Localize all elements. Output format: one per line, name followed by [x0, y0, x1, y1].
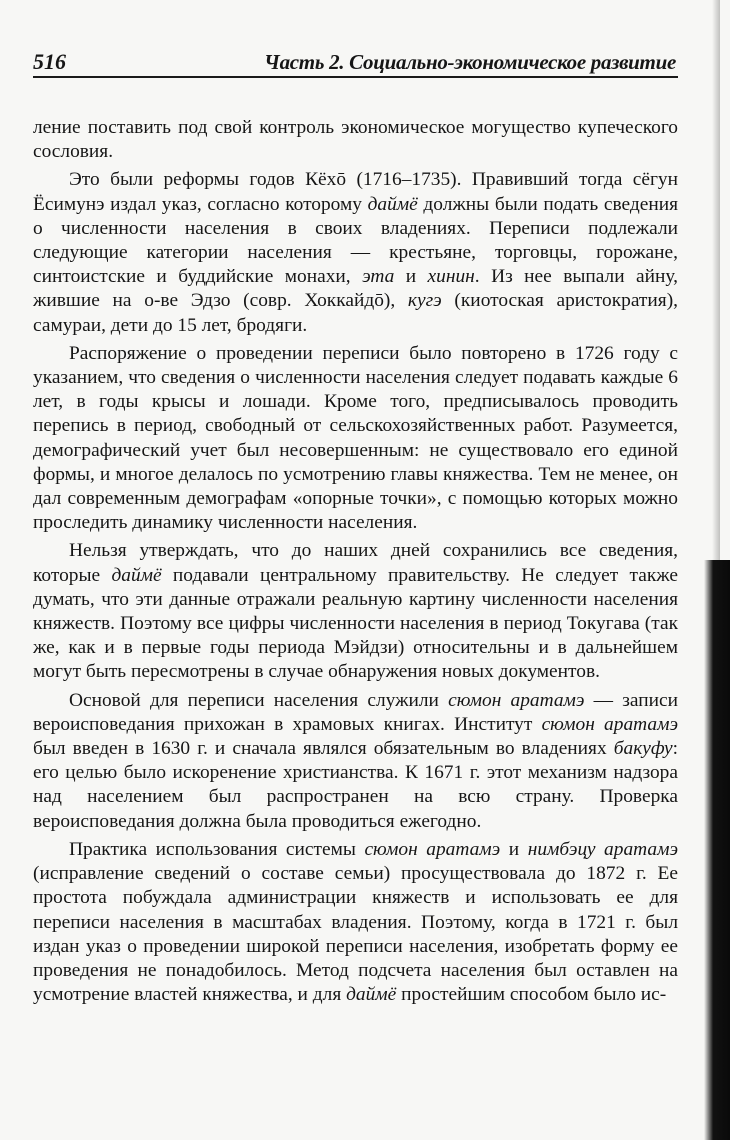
paragraph [33, 168, 678, 337]
text-run: простейшим способом было ис- [396, 984, 667, 1006]
text-run: и [500, 838, 528, 860]
text-run: Практика использования системы [69, 838, 365, 860]
text-run: подавали центральному правительству. Не следует также думать, что эти данные отражали реальную картину численности населения княжеств. Поэтому все цифры численности населения в период Токугава (так же, как и в первые годы периода Мэйдзи) относительны и в дальнейшем могут быть пересмотрены в случае обнаружения новых документов. [33, 564, 679, 683]
paragraph [33, 838, 678, 1007]
italic-term: сюмон аратамэ [541, 713, 678, 735]
italic-term: даймё [367, 193, 418, 215]
text-run: (исправление сведений о составе семьи) просуществовала до 1872 г. Ее простота побуждала администрации княжеств и использовать ее для переписи населения в масштабах владения. Поэтому, когда в 1721 г. был издан указ о проведении широкой переписи населения, изобретать форму ее проведения не понадобилось. Метод подсчета населения был оставлен на усмотрение властей княжества, и для [33, 863, 678, 1006]
text-run: Распоряжение о проведении переписи было повторено в 1726 году с указанием, что сведения о численности населения следует подавать каждые 6 лет, в годы крысы и лошади. Кроме того, предписывалось проводить перепись в период, свободный от сельскохозяйственных работ. Разумеется, демографический учет был несовершенным: не существовало его единой формы, и многое делалось по усмотрению главы княжества. Тем не менее, он дал современным демографам «опорные точки», с помощью которых можно проследить динамику численности населения. [33, 342, 678, 534]
italic-term: эта [362, 266, 395, 288]
text-run: Это были реформы годов Кёхō (1716–1735). Правивший тогда сёгун Ёсимунэ издал указ, согласно которому [33, 169, 678, 215]
scan-edge-shadow [704, 560, 730, 1140]
italic-term: нимбэцу аратамэ [527, 838, 679, 860]
paragraph [33, 342, 678, 536]
italic-term: сюмон аратамэ [448, 689, 585, 711]
italic-term: сюмон аратамэ [364, 838, 501, 860]
text-run: Нельзя утверждать, что до наших дней сохранились все сведения, которые [33, 540, 678, 586]
text-run: Основой для переписи населения служили [69, 689, 449, 711]
italic-term: хинин [427, 266, 475, 288]
italic-term: кугэ [407, 290, 442, 312]
text-run: (киотоская аристократия), самураи, дети до 15 лет, бродяги. [33, 290, 678, 336]
italic-term: даймё [111, 564, 162, 586]
italic-term: бакуфу [613, 738, 673, 760]
text-run: ление поставить под свой контроль экономическое могущество купеческого сословия. [33, 117, 678, 163]
running-title: Часть 2. Социально-экономическое развитие [264, 50, 676, 74]
paragraph [33, 116, 678, 164]
text-run: — записи вероисповедания прихожан в храмовых книгах. Институт [33, 689, 678, 735]
text-run: должны были подать сведения о численности населения в своих владениях. Переписи подлежали следующие категории населения — крестьяне, торговцы, горожане, синтоистские и буддийские монахи, [33, 193, 678, 288]
body-text [33, 116, 678, 1007]
page-header [33, 50, 678, 78]
paragraph [33, 689, 678, 834]
scan-edge-shadow [712, 0, 720, 560]
text-run: : его целью было искоренение христианства. К 1671 г. этот механизм надзора над населением был распространен на всю страну. Проверка вероисповедания должна была проводиться ежегодно. [33, 738, 678, 832]
paragraph [33, 539, 678, 684]
text-run: . Из нее выпали айну, жившие на о-ве Эдзо (совр. Хоккайдō), [33, 266, 678, 312]
text-run: и [394, 266, 428, 288]
page-number: 516 [33, 49, 66, 74]
italic-term: даймё [346, 984, 397, 1006]
text-run: был введен в 1630 г. и сначала являлся обязательным во владениях [33, 738, 614, 760]
